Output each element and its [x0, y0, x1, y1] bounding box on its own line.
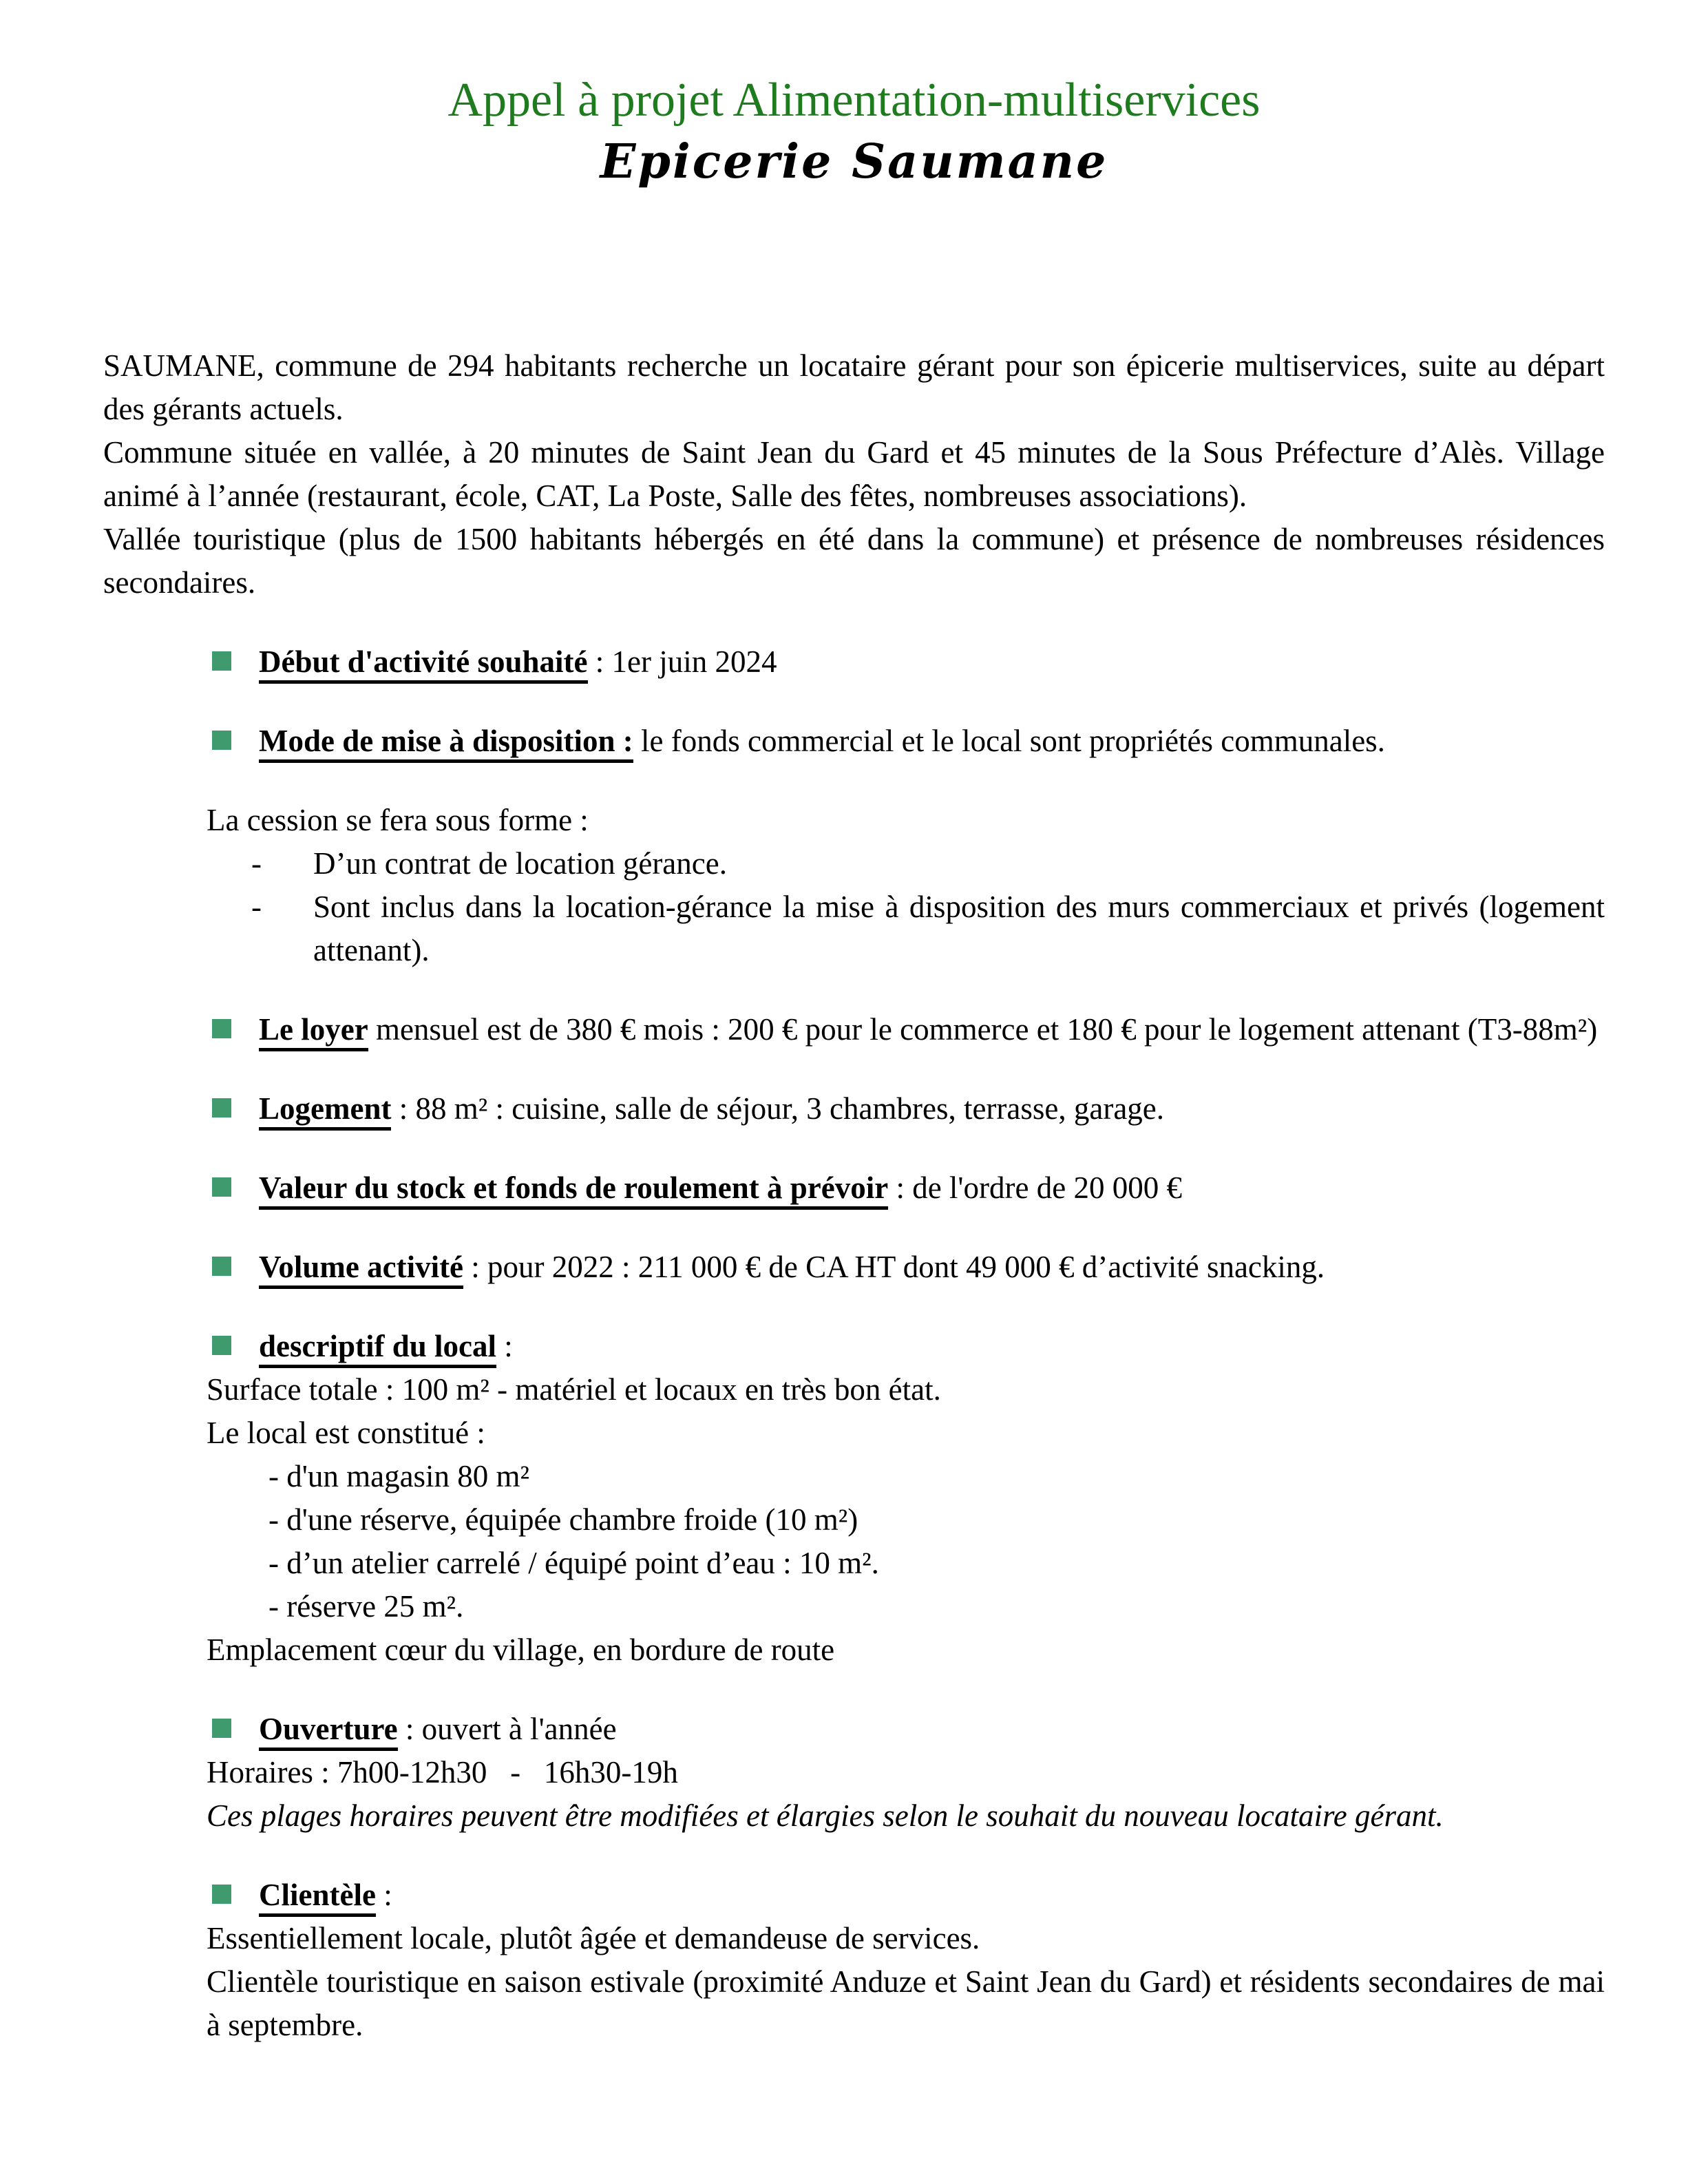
- bullet-square-icon: [212, 1719, 231, 1738]
- bullet-square-icon: [212, 651, 231, 671]
- section-volume-activite: [207, 1246, 1605, 1289]
- page-title: Appel à projet Alimentation-multiservices: [447, 74, 1261, 127]
- section-label: descriptif du local: [259, 1329, 496, 1368]
- local-item: - d'un magasin 80 m²: [268, 1459, 530, 1493]
- section-value: :: [375, 1878, 392, 1912]
- dash-marker: -: [251, 890, 262, 924]
- bullet-square-icon: [212, 1177, 231, 1197]
- section-label: Mode de mise à disposition :: [259, 724, 633, 763]
- horaires-line: Horaires : 7h00-12h30 - 16h30-19h: [207, 1755, 678, 1790]
- section-clientele: [207, 1874, 1605, 1917]
- descriptif-details: [103, 1368, 1605, 1672]
- local-item: - réserve 25 m².: [268, 1589, 464, 1624]
- bullet-square-icon: [212, 1885, 231, 1904]
- section-label: Valeur du stock et fonds de roulement à prévoir: [259, 1171, 888, 1210]
- intro-paragraph-3: Vallée touristique (plus de 1500 habitants hébergés en été dans la commune) et présence de nombreuses résidences secondaires.: [103, 522, 1605, 600]
- section-ouverture: [207, 1708, 1605, 1751]
- section-label: Le loyer: [259, 1012, 368, 1051]
- surface-line: Surface totale : 100 m² - matériel et locaux en très bon état.: [207, 1372, 941, 1407]
- bullet-square-icon: [212, 1019, 231, 1038]
- clientele-paragraph-2: Clientèle touristique en saison estivale (proximité Anduze et Saint Jean du Gard) et résidents secondaires de mai à septembre.: [207, 1964, 1605, 2042]
- intro-block: [103, 344, 1605, 605]
- section-value: : 88 m² : cuisine, salle de séjour, 3 chambres, terrasse, garage.: [391, 1091, 1165, 1126]
- bullet-square-icon: [212, 1257, 231, 1276]
- cession-intro: La cession se fera sous forme :: [207, 803, 589, 837]
- constitue-line: Le local est constitué :: [207, 1416, 485, 1450]
- section-value: le fonds commercial et le local sont propriétés communales.: [633, 724, 1385, 758]
- section-value: : de l'ordre de 20 000 €: [888, 1171, 1182, 1205]
- cession-item: [251, 885, 1605, 972]
- cession-item: [251, 842, 1605, 885]
- dash-marker: -: [251, 846, 262, 881]
- intro-paragraph-2: Commune située en vallée, à 20 minutes de Saint Jean du Gard et 45 minutes de la Sous Préfecture d’Alès. Village animé à l’année (restaurant, école, CAT, La Poste, Salle des fêtes, nombreuses associations).: [103, 435, 1605, 513]
- local-item: - d'une réserve, équipée chambre froide (10 m²): [268, 1502, 858, 1537]
- section-label: Clientèle: [259, 1878, 376, 1917]
- bullet-square-icon: [212, 1336, 231, 1355]
- section-label: Volume activité: [259, 1250, 463, 1289]
- emplacement-line: Emplacement cœur du village, en bordure de route: [207, 1633, 835, 1667]
- clientele-paragraph-1: Essentiellement locale, plutôt âgée et demandeuse de services.: [207, 1921, 980, 1955]
- section-value: : ouvert à l'année: [397, 1712, 617, 1746]
- horaires-note: Ces plages horaires peuvent être modifiées et élargies selon le souhait du nouveau locataire gérant.: [207, 1798, 1444, 1833]
- section-mode-disposition: [207, 720, 1605, 763]
- cession-item-text: D’un contrat de location gérance.: [313, 846, 727, 881]
- section-logement: [207, 1087, 1605, 1131]
- section-debut-activite: [207, 640, 1605, 684]
- cession-item-text: Sont inclus dans la location-gérance la mise à disposition des murs commerciaux et privés (logement attenant).: [313, 890, 1605, 967]
- local-item: - d’un atelier carrelé / équipé point d’eau : 10 m².: [268, 1546, 879, 1580]
- section-value: mensuel est de 380 € mois : 200 € pour le commerce et 180 € pour le logement attenant (T3-88m²): [368, 1012, 1598, 1047]
- section-label: Début d'activité souhaité: [259, 644, 588, 684]
- section-value: :: [496, 1329, 513, 1363]
- section-descriptif-local: [207, 1325, 1605, 1368]
- section-valeur-stock: [207, 1166, 1605, 1210]
- section-label: Logement: [259, 1091, 391, 1131]
- section-loyer: [207, 1008, 1605, 1051]
- section-value: : 1er juin 2024: [587, 644, 777, 679]
- bullet-square-icon: [212, 731, 231, 750]
- intro-paragraph-1: SAUMANE, commune de 294 habitants recherche un locataire gérant pour son épicerie multiservices, suite au départ des gérants actuels.: [103, 348, 1605, 426]
- cession-block: [103, 799, 1605, 972]
- page-subtitle: Epicerie Saumane: [600, 134, 1108, 189]
- section-label: Ouverture: [259, 1712, 398, 1751]
- document-body: [103, 344, 1605, 2047]
- section-value: : pour 2022 : 211 000 € de CA HT dont 49 000 € d’activité snacking.: [463, 1250, 1325, 1284]
- bullet-square-icon: [212, 1098, 231, 1117]
